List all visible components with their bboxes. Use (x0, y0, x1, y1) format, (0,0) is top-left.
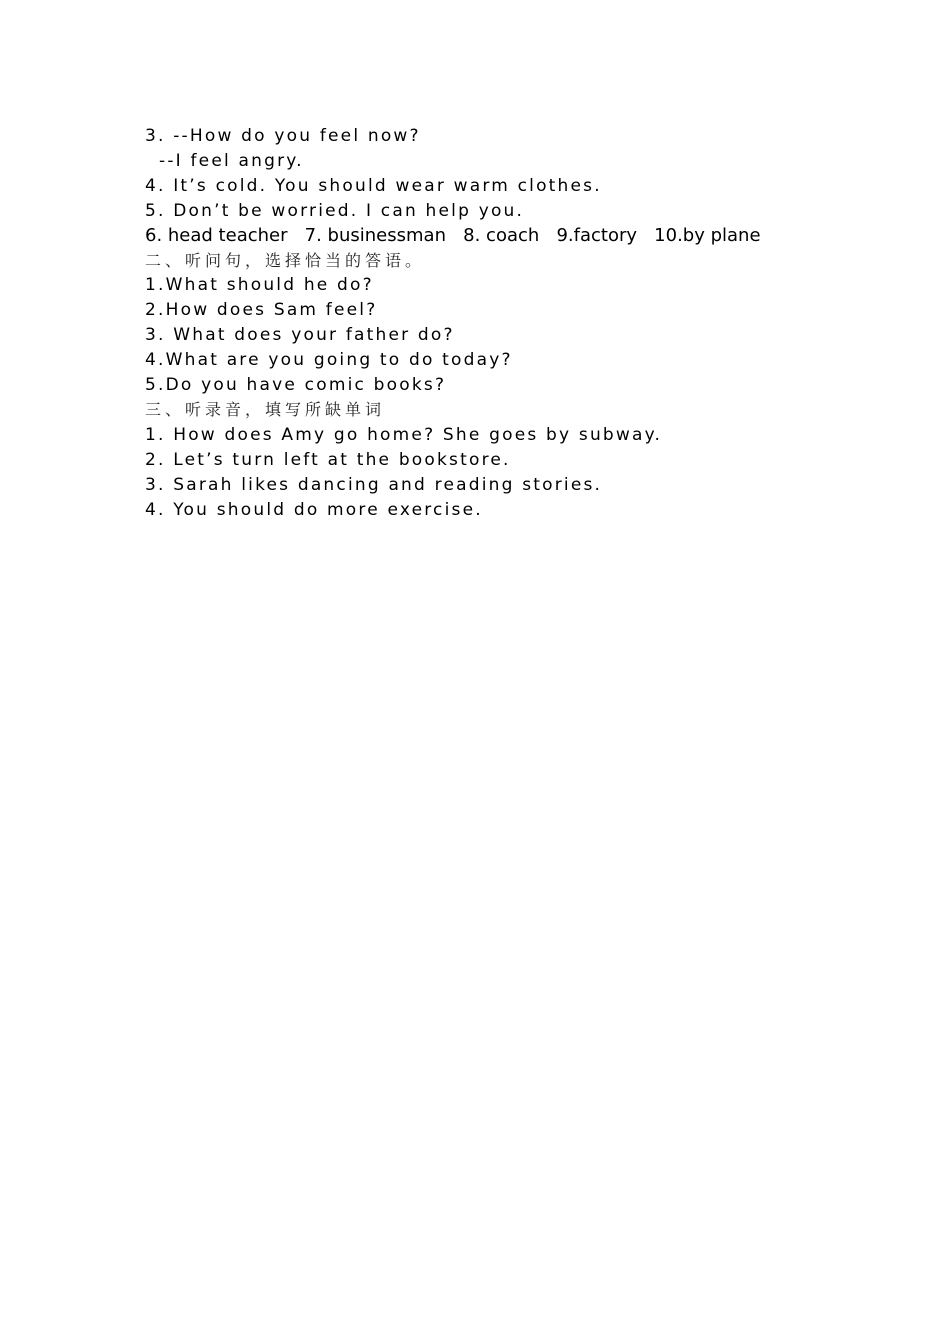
question-line-1: 1.What should he do? (145, 275, 374, 296)
answer-line-4: 4. It’s cold. You should wear warm clothes. (145, 175, 602, 196)
section-2-heading: 二、听问句，选择恰当的答语。 (145, 250, 426, 270)
fill-line-3: 3. Sarah likes dancing and reading stories. (145, 474, 603, 495)
section-3-heading: 三、听录音，填写所缺单词 (145, 399, 386, 419)
question-line-4: 4.What are you going to do today? (145, 350, 513, 371)
answer-line-3-reply: --I feel angry. (159, 150, 304, 171)
question-line-5: 5.Do you have comic books? (145, 375, 447, 396)
fill-line-1: 1. How does Amy go home? She goes by subway. (145, 424, 663, 445)
fill-line-2: 2. Let’s turn left at the bookstore. (145, 449, 511, 470)
fill-line-4: 4. You should do more exercise. (145, 499, 483, 520)
question-line-2: 2.How does Sam feel? (145, 300, 378, 321)
question-line-3: 3. What does your father do? (145, 325, 455, 346)
answer-line-5: 5. Don’t be worried. I can help you. (145, 200, 525, 221)
answer-line-6-10: 6. head teacher 7. businessman 8. coach 9.factory 10.by plane (145, 224, 761, 246)
document-body (145, 124, 925, 523)
answer-line-3: 3. --How do you feel now? (145, 126, 421, 146)
